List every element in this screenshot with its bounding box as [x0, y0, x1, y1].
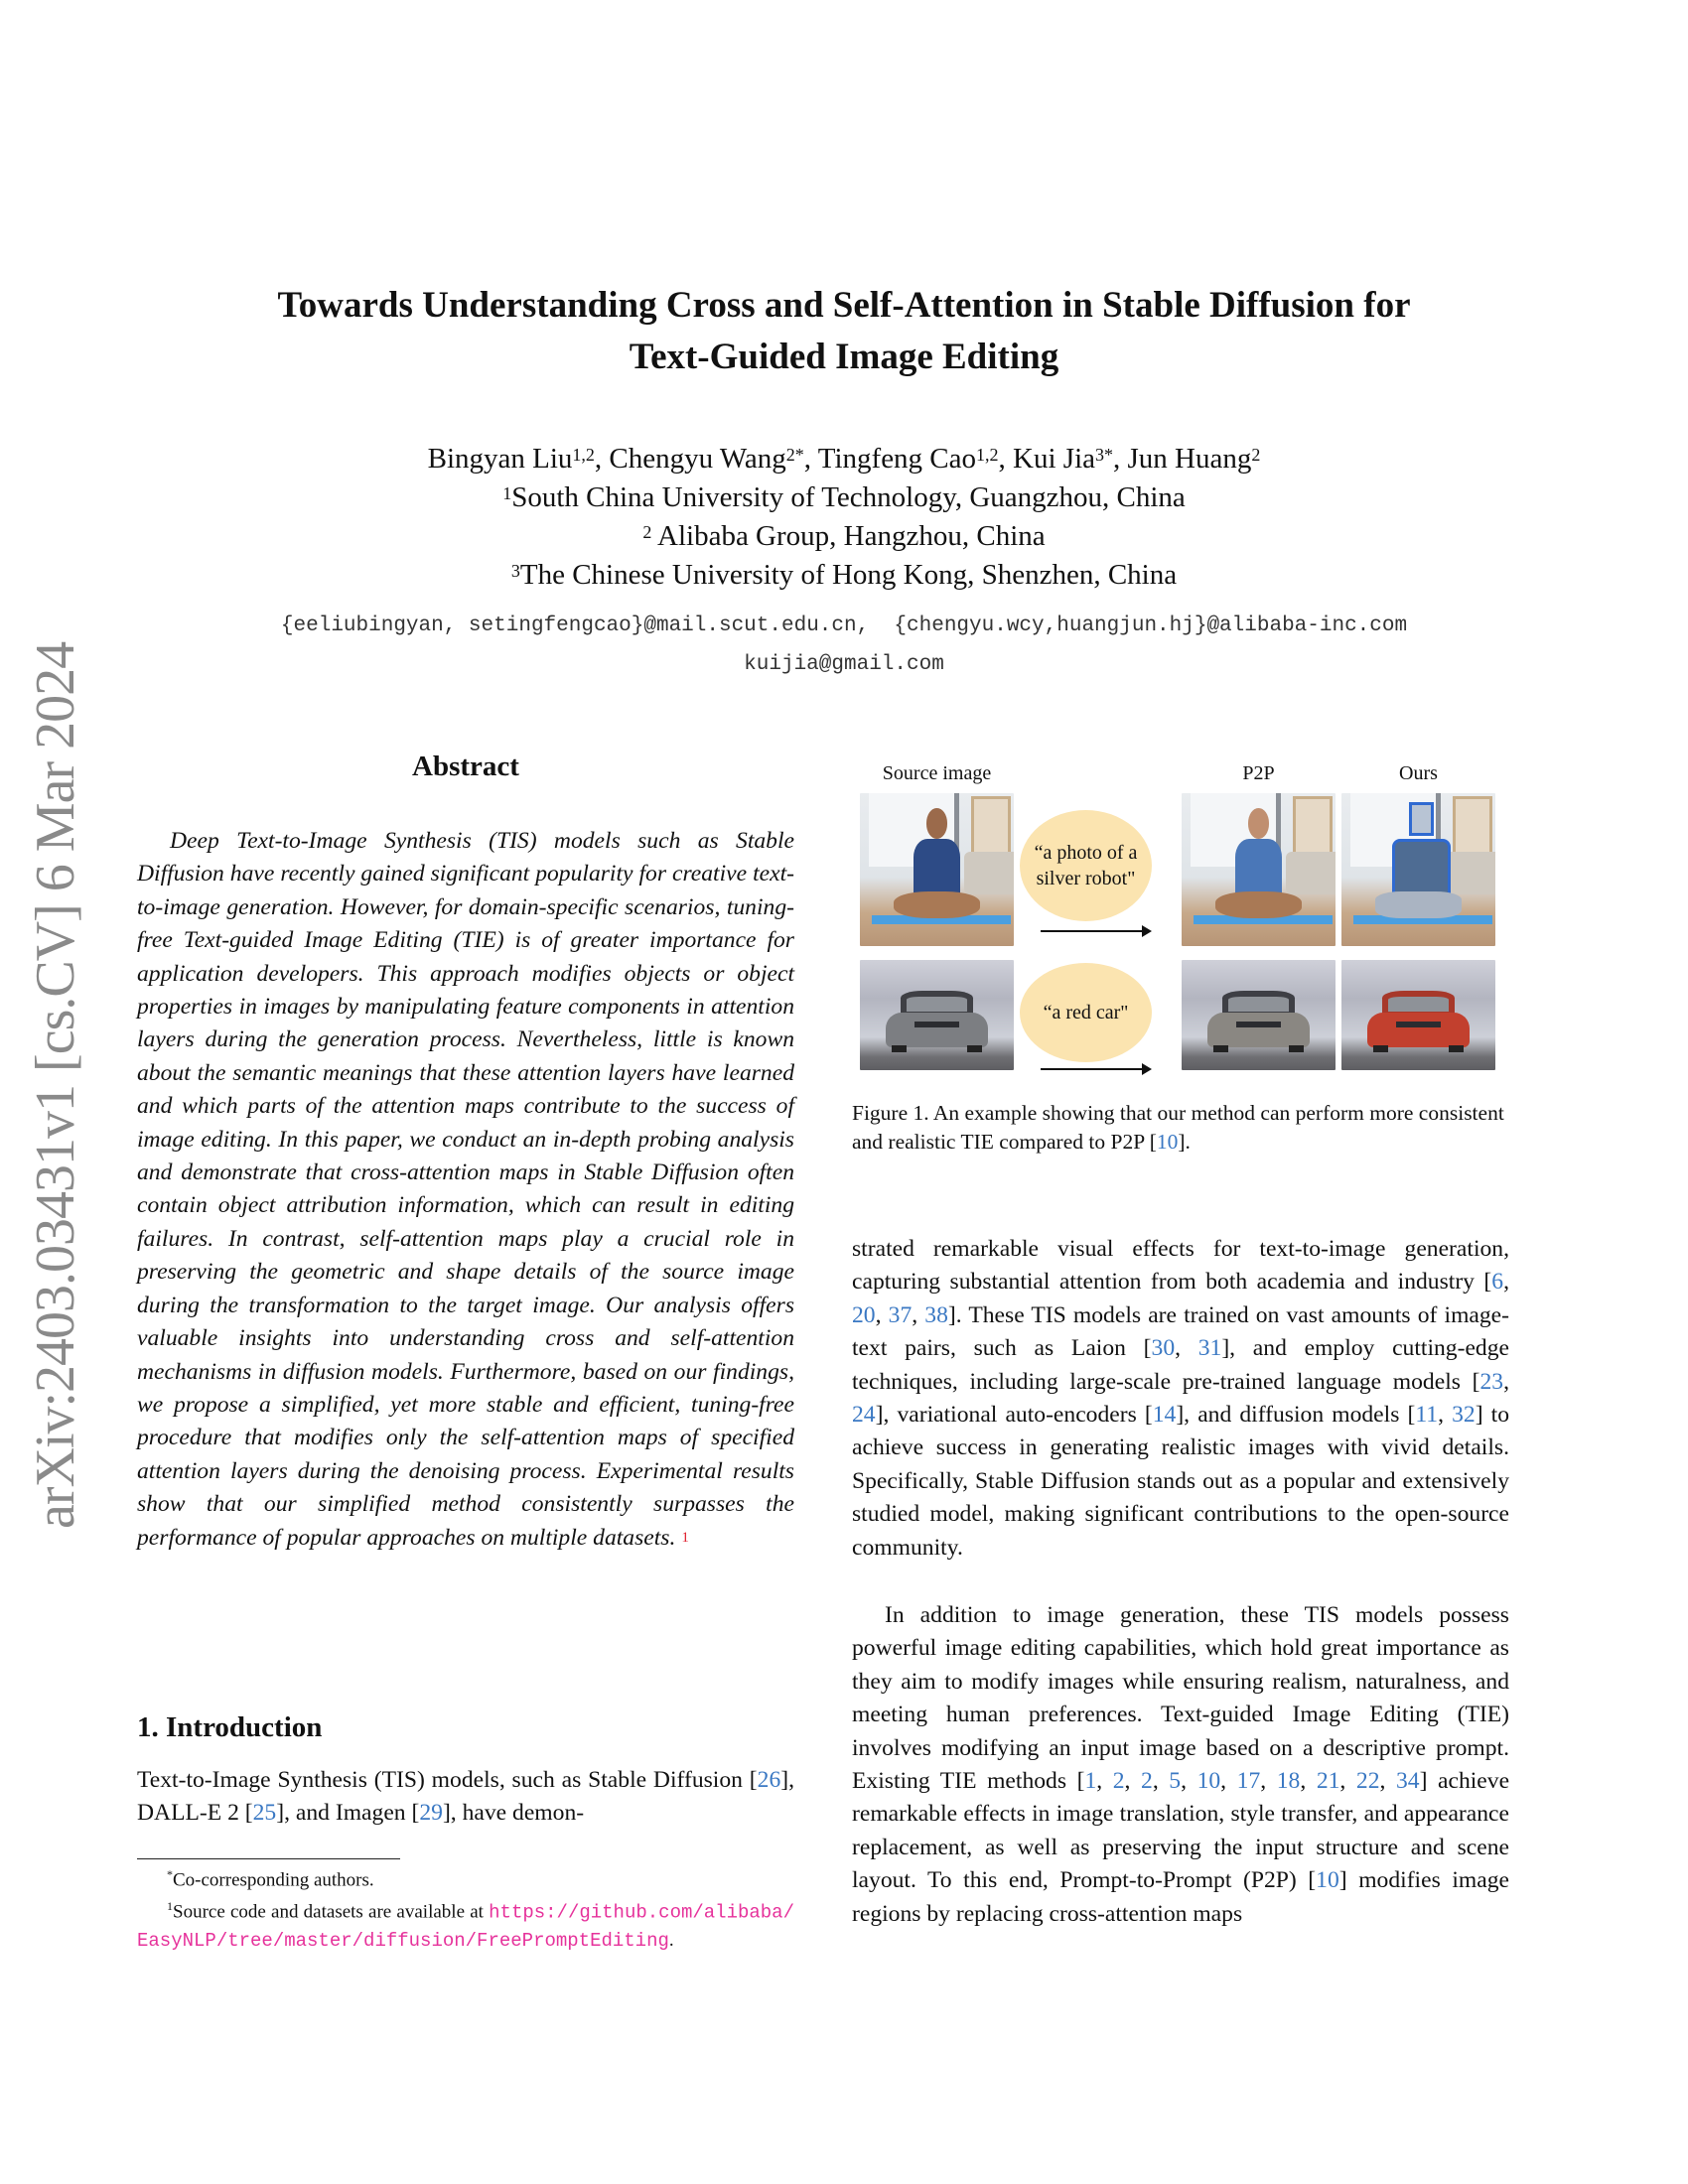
citation-link[interactable]: 10 [1196, 1768, 1221, 1795]
footnote-link-1[interactable]: 1 [681, 1529, 689, 1546]
citation-link[interactable]: 18 [1276, 1768, 1301, 1795]
github-url-link[interactable]: https://github.com/alibaba/EasyNLP/tree/master/diffusion/FreePromptEditing [137, 1901, 794, 1952]
abstract-heading: Abstract [412, 751, 519, 782]
citation-link[interactable]: 1 [1084, 1768, 1097, 1795]
footnote-corresponding [137, 1861, 794, 1893]
arrow-right-icon [1041, 930, 1150, 932]
footnote-text: Co-corresponding authors. [173, 1869, 374, 1891]
citation-link[interactable]: 25 [252, 1800, 277, 1827]
footnote-divider [137, 1858, 400, 1859]
citation-link[interactable]: 21 [1316, 1768, 1340, 1795]
arrow-right-icon [1041, 1068, 1150, 1070]
affiliation-text: Alibaba Group, Hangzhou, China [651, 520, 1046, 552]
prompt-bubble-red-car: “a red car" [1020, 963, 1152, 1062]
column-label-p2p: P2P [1242, 762, 1275, 784]
citation-link[interactable]: 20 [852, 1301, 876, 1328]
intro-paragraph-1-right: strated remarkable visual effects for text-to-image generation, capturing substantial attention from both academia and industry [6, 20, 37, 38]. These TIS models are trained on vast amounts of image-text pairs, such as Laion [30, 31], and employ cutting-edge techniques, including large-scale pre-trained language models [23, 24], variational auto-encoders [14], and diffusion models [11, 32] to achieve success in generating realistic images with vivid details. Specifically, Stable Diffusion stands out as a popular and extensively studied model, making significant contributions to the open-source community. [852, 1236, 1510, 1561]
author-affiliation-marker: 1,2 [976, 445, 999, 465]
author-name: Bingyan Liu [427, 443, 573, 475]
source-image-grey-car [860, 960, 1014, 1070]
citation-link[interactable]: 29 [419, 1800, 443, 1827]
author-name: Kui Jia [1013, 443, 1095, 475]
citation-link[interactable]: 24 [852, 1402, 876, 1429]
author-affiliation-marker: 2* [785, 445, 804, 465]
footnotes [137, 1861, 794, 1955]
author-affiliation-marker: 1,2 [572, 445, 595, 465]
citation-link[interactable]: 23 [1479, 1368, 1504, 1395]
citation-link[interactable]: 2 [1141, 1768, 1153, 1795]
source-image-meditating-man [860, 793, 1014, 946]
footnote-period: . [668, 1929, 674, 1951]
author-name: Tingfeng Cao [817, 443, 977, 475]
citation-link[interactable]: 37 [888, 1301, 913, 1328]
citation-link[interactable]: 34 [1395, 1768, 1420, 1795]
email-block [0, 607, 1688, 684]
section-heading-introduction: 1. Introduction [137, 1711, 323, 1743]
intro-paragraph-1-left: Text-to-Image Synthesis (TIS) models, such as Stable Diffusion [26], DALL-E 2 [25], and Imagen [29], have demon- [137, 1767, 794, 1827]
affiliation-3 [0, 556, 1688, 595]
ours-result-silver-robot [1341, 793, 1495, 946]
abstract-body [137, 825, 794, 1555]
footnote-text: Source code and datasets are available at [173, 1901, 490, 1923]
email-line-1: {eeliubingyan, setingfengcao}@mail.scut.edu.cn, {chengyu.wcy,huangjun.hj}@alibaba-inc.com [280, 614, 1408, 637]
author-affiliation-marker: 2 [1251, 445, 1261, 465]
affiliation-marker: 2 [642, 522, 652, 542]
affiliation-marker: 1 [502, 483, 512, 503]
citation-link[interactable]: 38 [924, 1301, 948, 1328]
author-name: Chengyu Wang [609, 443, 786, 475]
abstract-text: Deep Text-to-Image Synthesis (TIS) models such as Stable Diffusion have recently gained significant popularity for creative text-to-image generation. However, for domain-specific scenarios, tuning-free Text-guided Image Editing (TIE) is of greater importance for application developers. This approach modifies objects or object properties in images by manipulating feature components in attention layers during the generation process. Nevertheless, little is known about the semantic meanings that these attention layers have learned and which parts of the attention maps contribute to the success of image editing. In this paper, we conduct an in-depth probing analysis and demonstrate that cross-attention maps in Stable Diffusion often contain object attribution information, which can result in editing failures. In contrast, self-attention maps play a crucial role in preserving the geometric and shape details of the source image during the transformation to the target image. Our analysis offers valuable insights into understanding cross and self-attention mechanisms in diffusion models. Furthermore, based on our findings, we propose a simplified, yet more stable and efficient, tuning-free procedure that modifies only the self-attention maps of specified attention layers during the denoising process. Experimental results show that our simplified method consistently surpasses the performance of popular approaches on multiple datasets. [137, 828, 794, 1551]
affiliation-text: South China University of Technology, Guangzhou, China [511, 481, 1186, 513]
figure-1-caption: Figure 1. An example showing that our method can perform more consistent and realistic TIE compared to P2P [10]. [852, 1101, 1504, 1154]
citation-link[interactable]: 2 [1112, 1768, 1125, 1795]
affiliation-1 [0, 478, 1688, 517]
citation-link[interactable]: 30 [1151, 1335, 1176, 1362]
intro-paragraph-2: In addition to image generation, these TIS models possess powerful image editing capabilities, which hold great importance as they aim to modify images while ensuring realism, naturalness, and meeting human preferences. Text-guided Image Editing (TIE) involves modifying an input image based on a descriptive prompt. Existing TIE methods [1, 2, 2, 5, 10, 17, 18, 21, 22, 34] achieve remarkable effects in image translation, style transfer, and appearance replacement, as well as preserving the input structure and scene layout. To this end, Prompt-to-Prompt (P2P) [10] modifies image regions by replacing cross-attention maps [852, 1602, 1510, 1927]
arxiv-identifier-stamp: arXiv:2403.03431v1 [cs.CV] 6 Mar 2024 [25, 641, 86, 1529]
affiliation-text: The Chinese University of Hong Kong, Shenzhen, China [519, 559, 1178, 591]
title-line-1: Towards Understanding Cross and Self-Attention in Stable Diffusion for [277, 285, 1411, 326]
email-line-2: kuijia@gmail.com [744, 653, 944, 676]
footnote-marker: * [167, 1867, 173, 1881]
footnote-marker: 1 [167, 1899, 173, 1914]
citation-link[interactable]: 32 [1452, 1402, 1476, 1429]
citation-link[interactable]: 22 [1355, 1768, 1380, 1795]
citation-link[interactable]: 5 [1169, 1768, 1182, 1795]
author-list: Bingyan Liu$^{1,2}$, Chengyu Wang$^{2*}$, Tingfeng Cao$^{1,2}$, Kui Jia$^{3*}$, Jun Huang$^2$ [427, 443, 1261, 475]
citation-link[interactable]: 17 [1236, 1768, 1261, 1795]
prompt-bubble-robot: “a photo of a silver robot" [1020, 810, 1152, 921]
affiliation-marker: 3 [510, 561, 520, 581]
paper-title [0, 280, 1688, 383]
citation-link[interactable]: 10 [1156, 1130, 1179, 1154]
title-line-2: Text-Guided Image Editing [629, 337, 1059, 377]
citation-link[interactable]: 31 [1197, 1335, 1222, 1362]
citation-link[interactable]: 6 [1491, 1269, 1504, 1296]
p2p-result-grey-car [1182, 960, 1336, 1070]
author-affiliation-marker: 3* [1095, 445, 1113, 465]
citation-link[interactable]: 10 [1316, 1867, 1339, 1894]
author-name: Jun Huang [1127, 443, 1252, 475]
citation-link[interactable]: 14 [1152, 1402, 1177, 1429]
citation-link[interactable]: 11 [1415, 1402, 1439, 1429]
p2p-result-smiling-man [1182, 793, 1336, 946]
column-label-ours: Ours [1399, 762, 1438, 784]
ours-result-red-car [1341, 960, 1495, 1070]
author-block [0, 440, 1688, 595]
column-label-source: Source image [882, 762, 992, 784]
affiliation-2 [0, 517, 1688, 556]
citation-link[interactable]: 26 [757, 1767, 781, 1793]
footnote-source-code [137, 1893, 794, 1954]
